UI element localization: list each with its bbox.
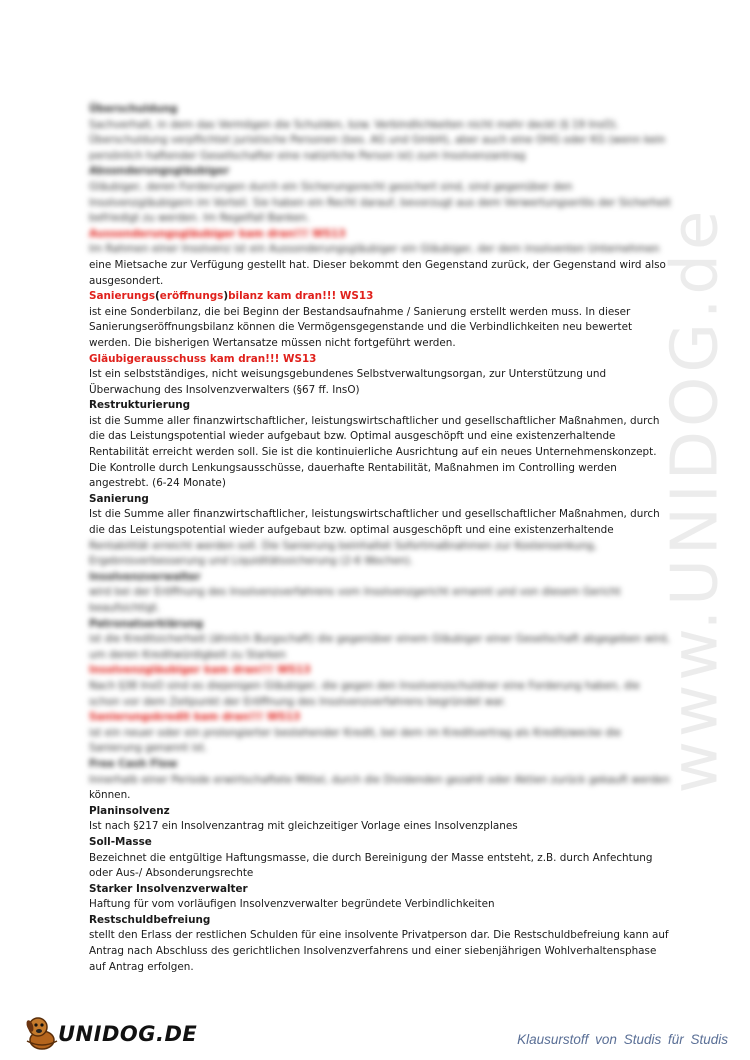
paragraph-line: Im Rahmen einer Insolvenz ist ein Aussonderungsgläubiger ein Gläubiger, der dem insolventen Unternehmen [89,243,660,256]
paragraph-line: angestrebt. (6-24 Monate) [89,477,226,490]
paragraph-line: die das Leistungspotential wieder aufgebaut bzw. optimal ausgeschöpft und eine existenzerhaltende [89,524,614,537]
paragraph-line: Sanierung genannt ist. [89,742,208,755]
watermark-text: www.UNIDOG.de [658,206,732,794]
paragraph-line: Insolvenzgläubigern im Vorteil. Sie haben ein Recht darauf, bevorzugt aus dem Verwertungserlös der Sicherheit [89,196,671,209]
term-heading-highlight: Aussonderungsgläubiger kam dran!!! WS13 [89,227,346,240]
paragraph-line: schon vor dem Zeitpunkt der Eröffnung des Insolvenzverfahrens begründet war. [89,695,507,708]
term-part: ) [223,290,229,303]
paragraph-line: Rentabilität erreicht werden soll. Die Sanierung beinhaltet Sofortmaßnahmen zur Kostensenkung, [89,539,597,552]
paragraph-line: um deren Kreditwürdigkeit zu Starken [89,648,286,661]
term-heading: Insolvenzverwalter [89,570,201,583]
paragraph-line: ist eine Sonderbilanz, die bei Beginn der Bestandsaufnahme / Sanierung erstellt werden muss. In dieser [89,305,631,318]
blurred-section-middle [89,539,670,789]
paragraph-line: Ist die Summe aller finanzwirtschaftlicher, leistungswirtschaftlicher und gesellschaftlicher Maßnahmen, durch [89,508,660,521]
paragraph-line: wird bei der Eröffnung des Insolvenzverfahrens vom Insolvenzgericht ernannt und von diesem Gericht [89,586,621,599]
paragraph-line: persönlich haftender Gesellschafter eine natürliche Person ist) zum Insolvenzantrag [89,149,526,162]
term-heading-highlight: Insolvenzgläubiger kam dran!!! WS13 [89,664,311,677]
paragraph-line: Antrag nach Abschluss des gerichtlichen Insolvenzverfahrens und einer siebenjährigen Wohlverhaltensphase [89,945,657,958]
paragraph-line: oder Aus-/ Absonderungsrechte [89,867,254,880]
paragraph-line: die das Leistungspotential wieder aufgebaut bzw. Optimal ausgeschöpft und eine existenzerhaltende [89,430,616,443]
paragraph-line: Überwachung des Insolvenzverwalters (§67 ff. InsO) [89,383,360,396]
paragraph-line: können. [89,789,131,802]
paragraph-line: Ist ein selbstständiges, nicht weisungsgebundenes Selbstverwaltungsorgan, zur Unterstützung und [89,368,607,381]
term-heading: Sanierung [89,492,149,505]
paragraph-line: Bezeichnet die entgültige Haftungsmasse, die durch Bereinigung der Masse entsteht, z.B. durch Anfechtung [89,851,653,864]
paragraph-line: ist die Kreditsicherheit (ähnlich Burgschaft) die gegenüber einem Gläubiger einer Gesellschaft abgegeben wird, [89,633,670,646]
term-part: Sanierungs [89,290,156,303]
term-heading: Soll-Masse [89,835,152,848]
term-heading: Planinsolvenz [89,804,170,817]
term-heading: Restschuldbefreiung [89,913,211,926]
clear-section [89,258,666,539]
logo-text: UNIDOG.DE [58,1022,198,1046]
term-heading: Restrukturierung [89,399,191,412]
paragraph-line: eine Mietsache zur Verfügung gestellt hat. Dieser bekommt den Gegenstand zurück, der Gegenstand wird also [89,258,666,271]
paragraph-line: Die Kontrolle durch Lenkungsausschüsse, dauerhafte Rentabilität, Maßnahmen im Controlling werden [89,461,617,474]
term-part: ( [155,290,160,303]
document-body [89,102,671,975]
term-heading-highlight: Sanierungskredit kam dran!!! WS13 [89,711,301,724]
term-heading: Überschuldung [89,103,178,115]
paragraph-line: Rentabilität erreicht werden soll. Sie ist die kontinuierliche Ausrichtung auf ein neues Unternehmenskonzept. [89,446,657,459]
paragraph-line: werden. Die bisherigen Wertansatze müssen nicht fortgeführt werden. [89,336,456,349]
paragraph-line: stellt den Erlass der restlichen Schulden für eine insolvente Privatperson dar. Die Restschuldbefreiung kann auf [89,929,669,942]
paragraph-line: Nach §38 InsO sind es diejenigen Gläubiger, die gegen den Insolvenzschuldner eine Forderung haben, die [89,679,640,692]
dog-icon [22,1013,62,1053]
paragraph-line: Haftung für vom vorläufigen Insolvenzverwalter begründete Verbindlichkeiten [89,898,495,911]
term-part: eröffnungs [159,290,224,303]
paragraph-line: ist ein neuer oder ein prolongierter bestehender Kredit, bei dem im Kreditvertrag als Kreditzwecke die [89,726,622,739]
paragraph-line: beaufsichtigt. [89,602,161,614]
term-heading: Free Cash Flow [89,757,178,770]
paragraph-line: Gläubiger, deren Forderungen durch ein Sicherungsrecht gesichert sind, sind gegenüber den [89,180,573,193]
paragraph-line: ist die Summe aller finanzwirtschaftlicher, leistungswirtschaftlicher und gesellschaftlicher Maßnahmen, durch [89,414,660,427]
term-heading-highlight: Gläubigerausschuss kam dran!!! WS13 [89,352,317,365]
paragraph-line: Ist nach §217 ein Insolvenzantrag mit gleichzeitiger Vorlage eines Insolvenzplanes [89,820,518,833]
paragraph-line: Innerhalb einer Periode erwirtschaftete Mittel, durch die Dividenden gezahlt oder Aktien zurück gekauft werden [89,773,670,786]
paragraph-line: ausgesondert. [89,274,164,287]
clear-section-bottom [89,788,669,975]
paragraph-line: Überschuldung verpflichtet juristische Personen (bes. AG und GmbH), aber auch eine OHG oder KG (wenn kein [89,134,666,147]
paragraph-line: Ergebnisverbesserung und Liquiditätssicherung (2-6 Wochen). [89,555,414,568]
paragraph-line: Sanierungseröffnungsbilanz können die Vermögensgegenstande und die Verbindlichkeiten neu bewertet [89,321,633,334]
watermark [655,206,735,794]
term-heading: Patronatserklärung [89,617,204,630]
blurred-section-ueberschuldung [89,102,671,258]
term-heading-sanierungsbilanz [89,289,659,305]
term-heading: Absonderungsgläubiger [89,165,230,178]
footer-tagline: Klausurstoff von Studis für Studis [517,1032,728,1047]
paragraph-line: auf Antrag erfolgen. [89,960,194,973]
unidog-logo[interactable] [22,1013,198,1053]
paragraph-line: befriedigt zu werden. Im Regelfall Banken. [89,212,310,225]
term-heading: Starker Insolvenzverwalter [89,882,248,895]
paragraph-line: Sachverhalt, in dem das Vermögen die Schulden, bzw. Verbindlichkeiten nicht mehr deckt (§ 19 InsO). [89,118,619,131]
term-part: bilanz kam dran!!! WS13 [228,290,374,303]
